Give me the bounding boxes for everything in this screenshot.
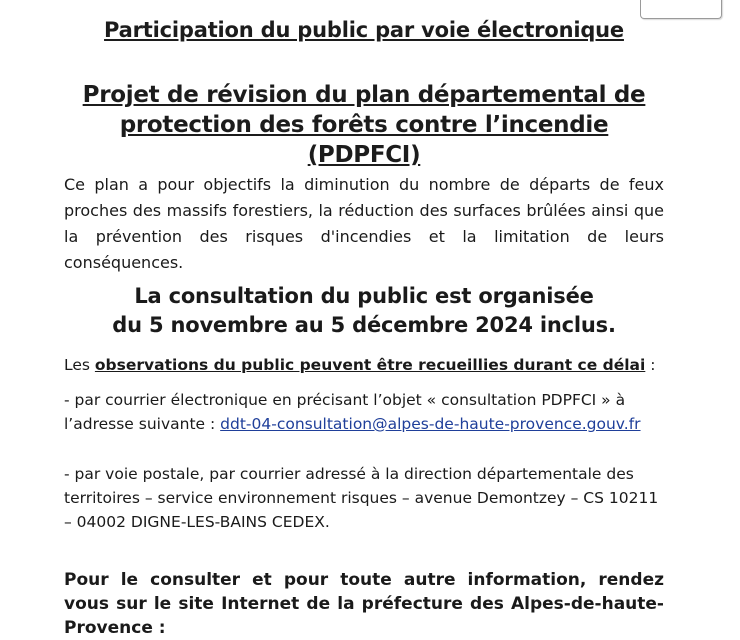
document-subtitle (64, 80, 664, 170)
postal-paragraph: - par voie postale, par courrier adressé à la direction départementale des territoires – service environnement risques – avenue Demontzey – CS 10211 – 04002 DIGNE-LES-BAINS CEDEX. (64, 465, 659, 531)
observations-underlined: observations du public peuvent être recueillies durant ce délai (94, 356, 646, 374)
subtitle-line-2: protection des forêts contre l’incendie (PDPFCI) (119, 112, 609, 168)
email-text: - par courrier électronique en précisant l’objet « consultation PDPFCI » à l’adresse suivante : (64, 391, 626, 433)
subtitle-line-1: Projet de révision du plan départemental de (82, 82, 646, 108)
observations-suffix: : (645, 356, 656, 374)
final-paragraph: Pour le consulter et pour toute autre information, rendez vous sur le site Internet de la préfecture des Alpes-de-haute-Provence : (64, 570, 664, 638)
document-title: Participation du public par voie électronique (104, 18, 624, 42)
intro-paragraph: Ce plan a pour objectifs la diminution du nombre de départs de feux proches des massifs forestiers, la réduction des surfaces brûlées ainsi que la prévention des risques d'incendies et la limitation de leurs conséquences. (64, 175, 664, 272)
email-link[interactable]: ddt-04-consultation@alpes-de-haute-provence.gouv.fr (220, 415, 641, 433)
stamp-mark (640, 0, 722, 19)
consultation-line-2: du 5 novembre au 5 décembre 2024 inclus. (112, 313, 616, 337)
consultation-line-1: La consultation du public est organisée (134, 284, 594, 308)
email-paragraph (64, 388, 664, 436)
observations-heading (64, 356, 664, 374)
consultation-dates (64, 282, 664, 340)
observations-prefix: Les (64, 356, 95, 374)
